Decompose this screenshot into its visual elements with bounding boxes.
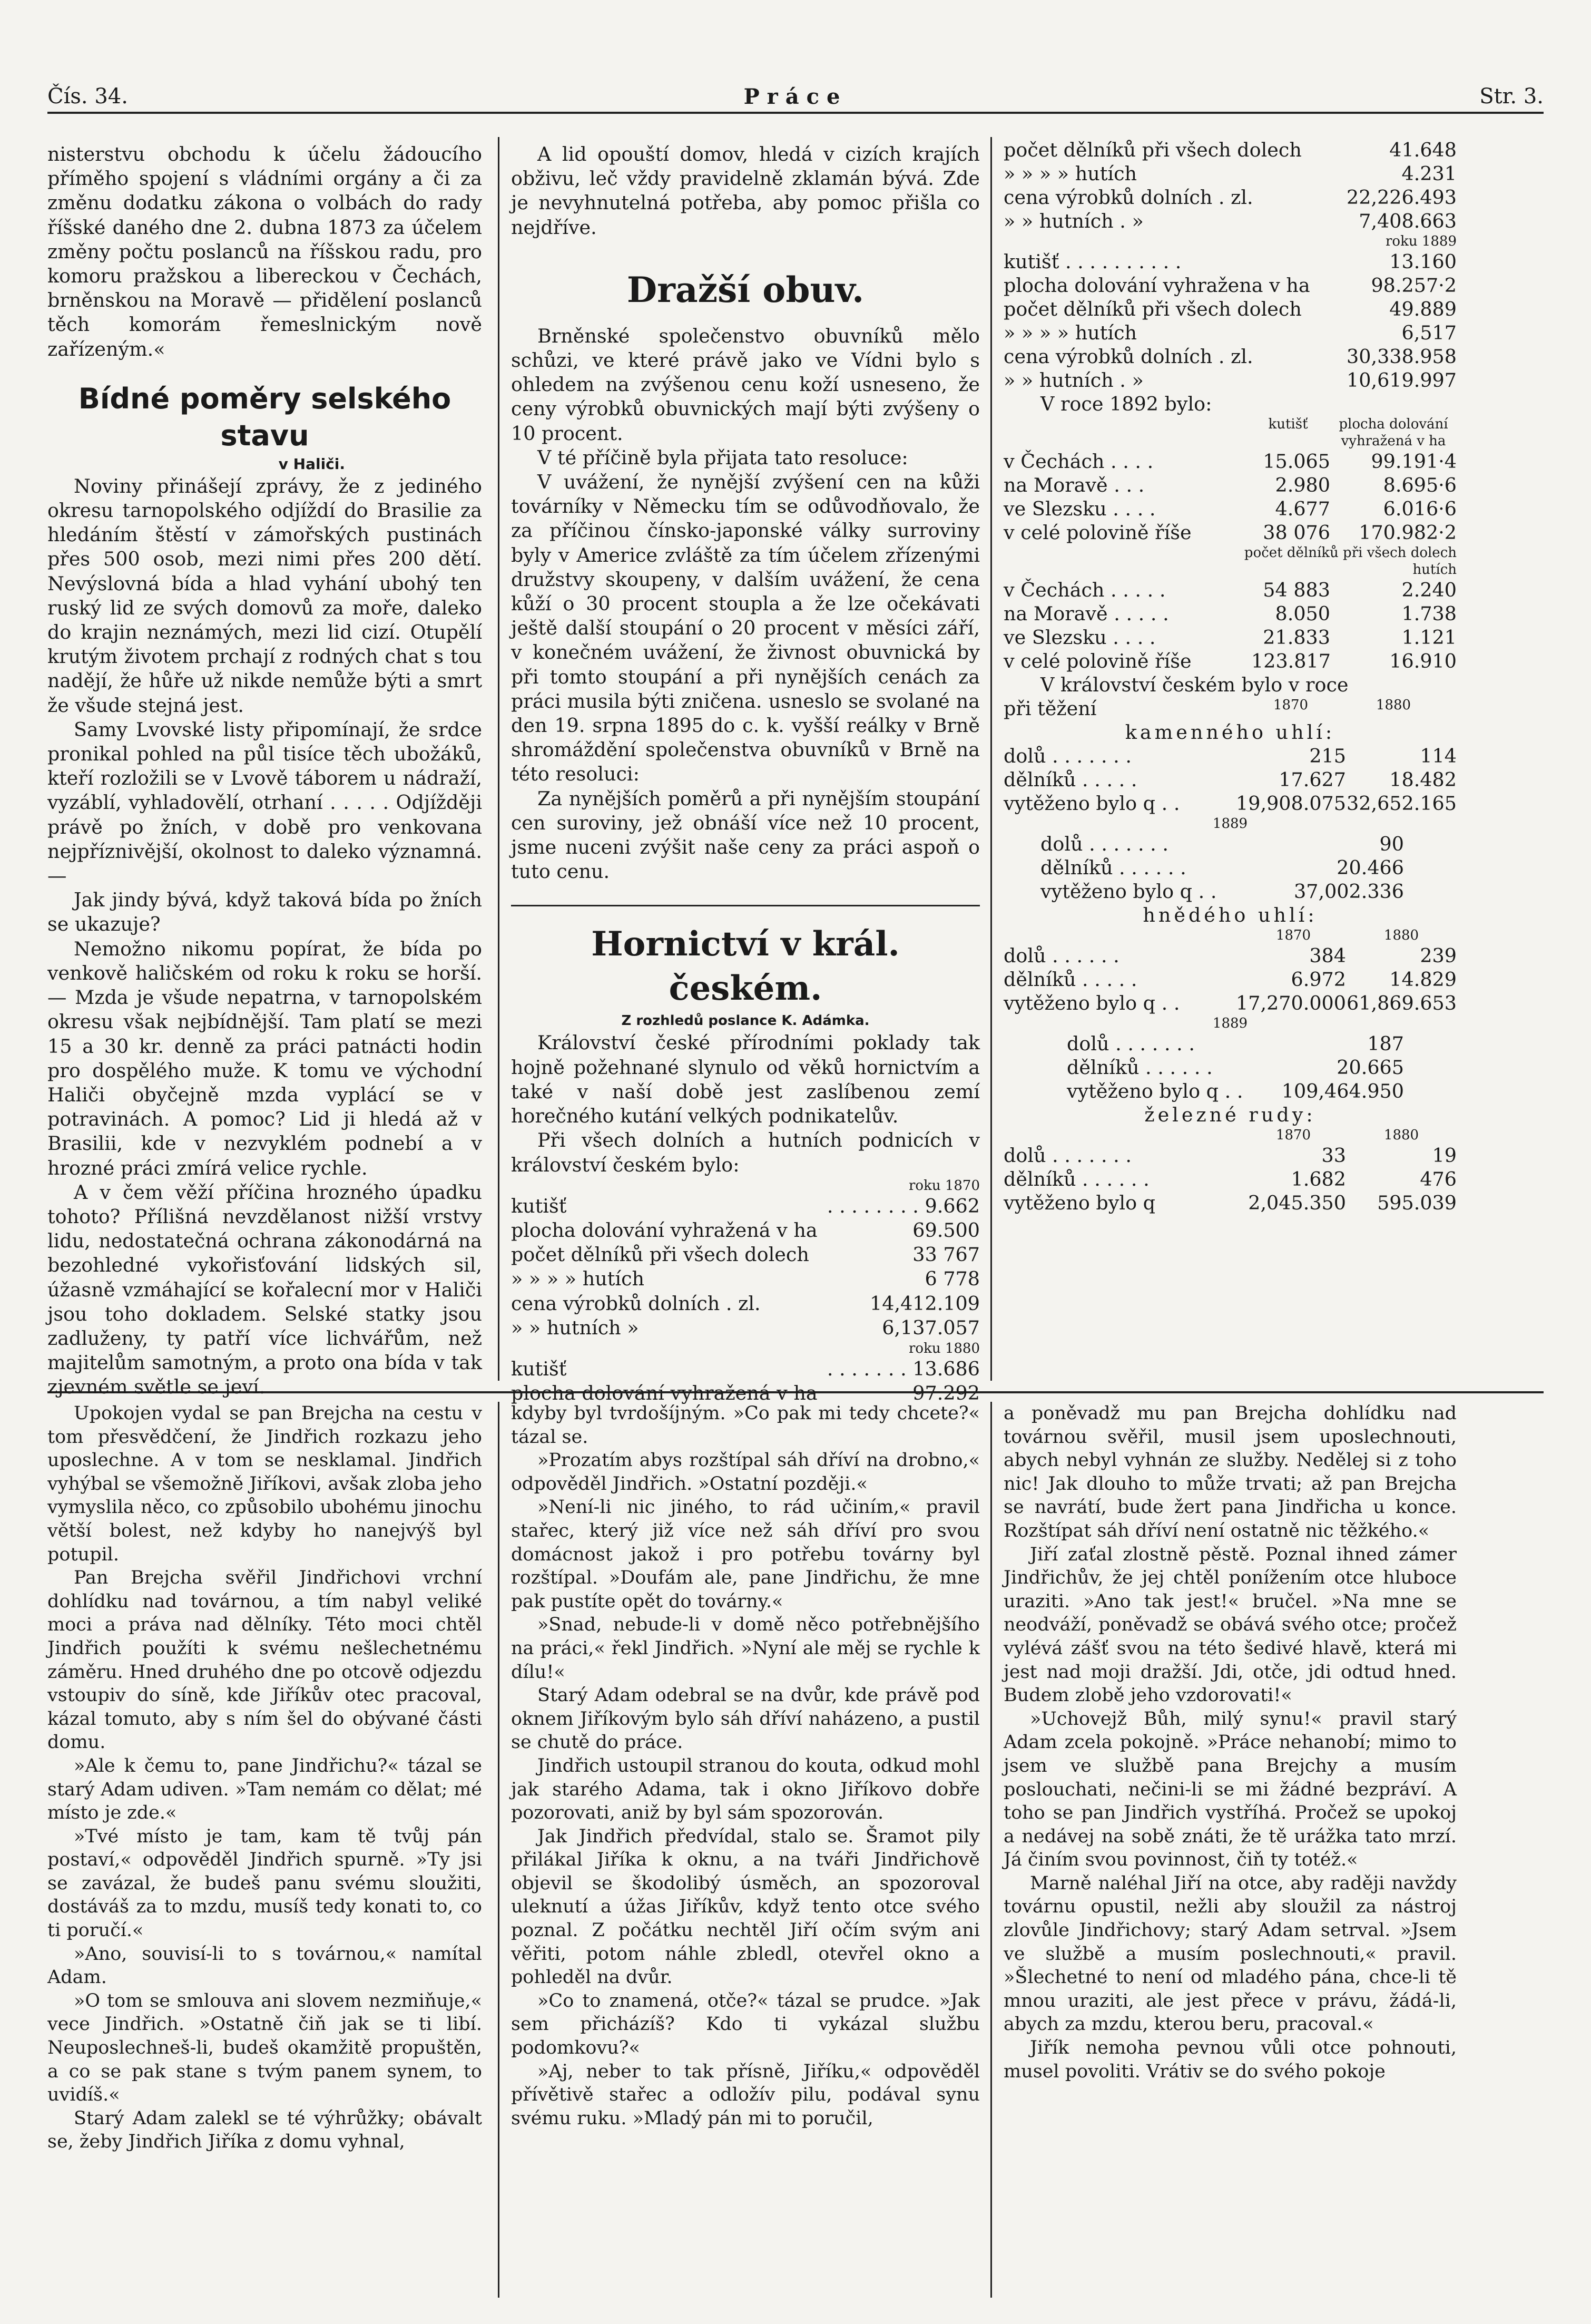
- paper-title: Práce: [743, 84, 848, 109]
- story-paragraph: »Prozatím abys rozštípal sáh dříví na drobno,« odpověděl Jindřich. »Ostatní později.«: [511, 1450, 980, 1495]
- year-label: roku 1870: [908, 1177, 980, 1194]
- years-row: při těžení 1870 1880: [1004, 697, 1411, 720]
- coal-row: dolů . . . . . . . 215 114: [1004, 745, 1457, 767]
- table-1892-colheads: kutišť plocha dolování vyhražená v ha: [1268, 416, 1448, 449]
- story-paragraph: »Tvé místo je tam, kam tě tvůj pán postaví,« odpověděl Jindřich spurně. »Ty jsi se zavázal, že budeš panu svému sloužiti, dostáváš za to mzdu, musíš tedy konati to, co ti poručí.«: [47, 1825, 482, 1941]
- column-rule-1: [498, 137, 499, 1381]
- stat-row: » » hutních . » 10,619.997: [1004, 369, 1457, 392]
- iron-row: dolů . . . . . . . 33 19: [1004, 1144, 1457, 1167]
- stat-row: » » hutních » 6,137.057: [511, 1316, 980, 1339]
- iron-heading: železné rudy:: [1144, 1104, 1316, 1126]
- lignite-heading: hnědého uhlí:: [1143, 904, 1318, 926]
- story-paragraph: a poněvadž mu pan Brejcha dohlídku nad továrnou svěřil, musil jsem uposlechnouti, abych nebyl vyhnán ze služby. Nedělej si z toho nic! Jak dlouho to může trvati; až pan Brejcha se navrátí, bude žert pana Jindřicha u konce. Rozštípat sáh dříví není ostatně nic těžkého.«: [1004, 1403, 1457, 1541]
- coal-89-row: dělníků . . . . . . 20.466: [1040, 856, 1404, 879]
- stat-row: plocha dolování vyhražena v ha 98.257·2: [1004, 274, 1457, 297]
- lignite-89-row: vytěženo bylo q . . 109,464.950: [1067, 1080, 1404, 1102]
- stats-1870: [511, 1194, 980, 1340]
- column-rule-3: [498, 1402, 499, 2298]
- table-1892b-row: v Čechách . . . . . 54 883 2.240: [1004, 579, 1457, 601]
- stat-row: kutišť . . . . . . . . 9.662: [511, 1194, 980, 1217]
- lignite-row: dělníků . . . . . 6.972 14.829: [1004, 968, 1457, 991]
- year-label: 1889: [1212, 816, 1248, 832]
- stat-row: počet dělníků při všech dolech 41.648: [1004, 139, 1457, 161]
- stat-row: cena výrobků dolních . zl. 30,338.958: [1004, 345, 1457, 368]
- issue-number: Čís. 34.: [47, 84, 128, 109]
- col2-intro: A lid opouští domov, hledá v cizích krajích obživu, leč vždy pravidelně zklamán bývá. Zde je nevyhnutelná potřeba, aby pomoc přišla co nejdříve.: [511, 143, 980, 239]
- story-paragraph: Starý Adam odebral se na dvůr, kde právě pod oknem Jiříkovým bylo sáh dříví naházeno, a pustil se chutě do práce.: [511, 1685, 980, 1753]
- article-heading-mining: Hornictví v král. českém.: [591, 924, 900, 1009]
- table-1892-row: na Moravě . . . 2.980 8.695·6: [1004, 474, 1457, 496]
- stat-row: » » » » hutích 6,517: [1004, 321, 1457, 344]
- table-1892b-row: v celé polovině říše 123.817 16.910: [1004, 650, 1457, 672]
- kingdom-line: V království českém bylo v roce: [1040, 673, 1349, 696]
- table-1892-row: ve Slezsku . . . . 4.677 6.016·6: [1004, 497, 1457, 520]
- stat-row: cena výrobků dolních . zl. 14,412.109: [511, 1292, 980, 1315]
- table-1892-row: v Čechách . . . . 15.065 99.191·4: [1004, 450, 1457, 473]
- column-1: [47, 142, 482, 1399]
- iron-row: vytěženo bylo q 2,045.350 595.039: [1004, 1192, 1457, 1214]
- story-paragraph: »Co to znamená, otče?« tázal se prudce. »Jak sem přicházíš? Kdo ti vykázal službu podomkovu?«: [511, 1990, 980, 2059]
- story-column-1: [47, 1402, 482, 2298]
- stat-row: cena výrobků dolních . zl. 22,226.493: [1004, 186, 1457, 209]
- story-paragraph: »Ale k čemu to, pane Jindřichu?« tázal se starý Adam udiven. »Tam nemám co dělat; mé místo je zde.«: [47, 1755, 482, 1824]
- page-header: [47, 79, 1544, 111]
- lignite-89-row: dolů . . . . . . . 187: [1067, 1032, 1404, 1055]
- col2-paragraph: Království české přírodními poklady tak hojně požehnané slynulo od věků hornictvím a také v naší době jest zaslíbenou zemí horečného kutání velkých podnikatelův.: [511, 1031, 980, 1128]
- coal-row: dělníků . . . . . 17.627 18.482: [1004, 768, 1457, 791]
- column-rule-2: [990, 137, 992, 1381]
- article-heading-galicia: Bídné poměry selského stavu: [78, 382, 451, 452]
- col2-paragraph: V uvážení, že nynější zvýšení cen na kůži továrníky v Německu tím se odůvodňovalo, že za příčinou čínsko-japonské války surroviny byly v Americe zvláště za tím účelem zřízenými družstvy skoupeny, v dalším uvážení, že cena kůží o 30 procent stoupla a že lze očekávati ještě další stoupání o 20 procent v měsíci září, v konečném uvážení, že živnost obuvnická by při tomto stoupání a při nynějších cenách za práci musila býti zničena. usneslo se svolané na den 19. srpna 1895 do c. k. vyšší reálky v Brně shromáždění společenstva obuvníků v Brně na této resoluci:: [511, 471, 980, 786]
- story-paragraph: Jiřík nemoha pevnou vůli otce pohnouti, musel povoliti. Vrátiv se do svého pokoje: [1004, 2037, 1457, 2082]
- stat-row: » » hutních . » 7,408.663: [1004, 210, 1457, 232]
- story-paragraph: kdyby byl tvrdošíjným. »Co pak mi tedy chcete?« tázal se.: [511, 1403, 980, 1448]
- article-subheading-mining: Z rozhledů poslance K. Adámka.: [621, 1013, 870, 1029]
- story-paragraph: Pan Brejcha svěřil Jindřichovi vrchní dohlídku nad továrnou, a tím nabyl veliké moci a práva nad dělníky. Této moci chtěl Jindřich použíti k svému nešlechetnému záměru. Hned druhého dne po otcově odjezdu vstoupiv do síně, kde Jiříkův otec pracoval, kázal tomuto, aby s ním šel do obývané části domu.: [47, 1567, 482, 1753]
- year-label: roku 1880: [908, 1340, 980, 1356]
- header-rule: [47, 112, 1544, 114]
- col2-paragraph: Brněnské společenstvo obuvníků mělo schůzi, ve které právě jako ve Vídni bylo s ohledem na zvýšenou cenu koží usneseno, že ceny výrobků obuvnických mají býti zvýšeny o 10 procent.: [511, 324, 980, 445]
- story-paragraph: »Snad, nebude-li v domě něco potřebnějšího na práci,« řekl Jindřich. »Nyní ale měj se rychle k dílu!«: [511, 1614, 980, 1683]
- col1-paragraph: Jak jindy bývá, když taková bída po žních se ukazuje?: [47, 888, 482, 936]
- story-column-3: [1004, 1402, 1457, 2298]
- stats-1880: [511, 1357, 980, 1405]
- story-paragraph: »Aj, neber to tak přísně, Jiříku,« odpověděl přívětivě stařec a odložív pilu, podával synu svému ruku. »Mladý pán mi to poručil,: [511, 2061, 980, 2129]
- story-column-2: [511, 1402, 980, 2298]
- table-1892b-row: na Moravě . . . . . 8.050 1.738: [1004, 602, 1457, 625]
- lignite-row: vytěženo bylo q . . 17,270.000 61,869.653: [1004, 992, 1457, 1014]
- article-rule: [511, 905, 980, 906]
- stat-row: kutišť . . . . . . . . . . 13.160: [1004, 250, 1457, 273]
- lignite-89-row: dělníků . . . . . . 20.665: [1067, 1056, 1404, 1079]
- years-row: 1870 1880: [1275, 1127, 1419, 1143]
- col1-paragraph: Nemožno nikomu popírat, že bída po venkově haličském od roku k roku se horší. — Mzda je všude nepatrna, v tarnopolském okresu však nejbídnější. Tam platí se mezi 15 a 30 kr. denně za práci patnácti hodin pro dospělého muže. K tomu ve východní Haliči obyčejně mzda vyplácí se v potravinách. A pomoc? Lid ji hledá až v Brasilii, kde v nezvyklém podnebí a v hrozné práci zmírá velice rychle.: [47, 937, 482, 1179]
- table-1892-row: v celé polovině říše 38 076 170.982·2: [1004, 521, 1457, 544]
- stat-row: počet dělníků při všech dolech 49.889: [1004, 298, 1457, 320]
- stat-row: kutišť . . . . . . . 13.686: [511, 1357, 980, 1380]
- col2-paragraph: Při všech dolních a hutních podnicích v království českém bylo:: [511, 1129, 980, 1176]
- stat-row: plocha dolování vyhražená v ha 69.500: [511, 1218, 980, 1242]
- page-number: Str. 3.: [1479, 84, 1544, 109]
- story-paragraph: »O tom se smlouva ani slovem nezmiňuje,« vece Jindřich. »Ostatně čiň jak se ti libí. Neuposlechneš-li, budeš okamžitě propuštěn, a co se pak stane s tvým panem synem, to uvidíš.«: [47, 1990, 482, 2106]
- col1-paragraph: A v čem věží příčina hrozného úpadku tohoto? Přílišná nevzdělanost nižší vrstvy lidu, nedostatečná ochrana zákonodárná na bezohledné vykořisťování lidských sil, úžasně vzmáhající se kořalecní mor v Haliči jsou toho dokladem. Selské statky jsou zadluženy, ty patří více lichvářům, než majitelům samotným, a proto ona bída v tak zjevném světle se jeví.: [47, 1180, 482, 1399]
- story-paragraph: »Ano, souvisí-li to s továrnou,« namítal Adam.: [47, 1943, 482, 1988]
- story-paragraph: »Uchovejž Bůh, milý synu!« pravil starý Adam zcela pokojně. »Práce nehanobí; mimo to jsem ve službě pana Brejchy a musím poslouchati, nečini-li se mi žádné bezpráví. A toho se pan Jindřich vystříhá. Pročež se upokoj a nedávej na sobě znáti, že tě urážka tato mrzí. Já činím svou povinnost, čiň ty totéž.«: [1004, 1708, 1457, 1871]
- coal-row: vytěženo bylo q . . 19,908.075 32,652.165: [1004, 792, 1457, 815]
- stat-row: » » » » hutích 6 778: [511, 1267, 980, 1291]
- story-paragraph: Starý Adam zalekl se té výhrůžky; obávalt se, žeby Jindřich Jiříka z domu vyhnal,: [47, 2107, 482, 2153]
- col2-paragraph: Za nynějších poměrů a při nynějším stoupání cen suroviny, jež obnáší více než 10 procent, jsme nuceni zvýšit naše ceny za práci aspoň o tuto cenu.: [511, 787, 980, 883]
- column-rule-4: [990, 1402, 992, 2298]
- story-paragraph: Upokojen vydal se pan Brejcha na cestu v tom přesvědčení, že Jindřich rozkazu jeho uposlechne. A v tom se nesklamal. Jindřich vyhýbal se všemožně Jiříkovi, avšak zloba jeho vymyslila něco, co způsobilo ubohému jinochu větší bolest, než kdyby ho nanejvýš byl potupil.: [47, 1403, 482, 1565]
- year-label: roku 1889: [1385, 233, 1457, 249]
- col1-intro: nisterstvu obchodu k účelu žádoucího příměho spojení s vládními orgány a či za změnu dodatku zákona o volbách do rady říšské daného dne 2. dubna 1873 za účelem změny počtu poslanců na říšskou radu, pro komoru pražskou a libereckou v Čechách, brněnskou na Moravě — přidělení poslanců těch komorám řemeslnickým nově zařízeným.«: [47, 143, 482, 360]
- year-label: 1889: [1212, 1015, 1248, 1031]
- column-2: [511, 142, 980, 1405]
- column-3: [1004, 138, 1457, 1387]
- stat-row: » » » » hutích 4.231: [1004, 162, 1457, 185]
- col1-paragraph: Noviny přinášejí zprávy, že z jediného okresu tarnopolského odjíždí do Brasilie za hledáním štěstí v zámořských pustinách přes 500 osob, mezi nimi přes 200 dětí. Nevýslovná bída a hlad vyhání ubohý ten ruský lid ze svých domovů za moře, daleko do krajin neznámých, mezi lid cizí. Otupělí krutým životem prchají z rodných chat s tou nadějí, že hůře už nikde nemůže býti a smrt že všude stejná jest.: [47, 474, 482, 717]
- table-1892b-row: ve Slezsku . . . . 21.833 1.121: [1004, 626, 1457, 649]
- col2-paragraph: V té příčině byla přijata tato resoluce:: [537, 446, 908, 469]
- coal-89-row: dolů . . . . . . . 90: [1040, 833, 1404, 855]
- story-paragraph: »Není-li nic jiného, to rád učiním,« pravil stařec, který již více než sáh dříví pro svou domácnost jakož i pro potřebu továrny byl rozštípal. »Doufám ale, pane Jindřichu, že mne pak pustíte opět do továrny.«: [511, 1497, 980, 1612]
- lignite-row: dolů . . . . . . 384 239: [1004, 944, 1457, 967]
- years-row: 1870 1880: [1275, 927, 1419, 943]
- table-1892-header: V roce 1892 bylo:: [1040, 393, 1212, 415]
- stat-row: plocha dolování vyhražená v ha 97.292: [511, 1382, 980, 1405]
- story-paragraph: Jindřich ustoupil stranou do kouta, odkud mohl jak starého Adama, tak i okno Jiříkovo dobře pozorovati, aniž by byl sám spozorován.: [511, 1755, 980, 1824]
- article-heading-shoes: Dražší obuv.: [626, 269, 865, 310]
- coal-heading: kamenného uhlí:: [1125, 721, 1335, 744]
- table-1892b-colheads: počet dělníků při všech dolech hutích: [1244, 545, 1457, 578]
- article-subheading-galicia: v Haliči.: [278, 455, 345, 473]
- story-paragraph: Marně naléhal Jiří na otce, aby raději navždy továrnu opustil, nežli aby sloužil za nástroj zlovůle Jindřichovy; starý Adam setrval. »Jsem ve službě a musím poslechnouti,« pravil. »Šlechetné to není od mladého pána, chce-li tě mnou uraziti, ale jest přece v právu, žádá-li, abych za mzdu, kterou beru, pracoval.«: [1004, 1872, 1457, 2035]
- stat-row: počet dělníků při všech dolech 33 767: [511, 1243, 980, 1266]
- story-paragraph: Jiří zaťal zlostně pěstě. Poznal ihned zámer Jindřichův, že jej chtěl ponížením otce hluboce uraziti. »Ano tak jest!« bručel. »Na mne se neodváží, poněvadž se obává svého otce; pročež vylévá zášť svou na této šedivé hlavě, která mi jest nad moji dražší. Jdi, otče, jdi odtud hned. Budem zlobě jeho vzdorovati!«: [1004, 1544, 1457, 1706]
- coal-89-row: vytěženo bylo q . . 37,002.336: [1040, 880, 1404, 903]
- story-paragraph: Jak Jindřich předvídal, stalo se. Šramot pily přilákal Jiříka k oknu, a na tváři Jindřichově objevil se škodolibý úsměch, an spozoroval uleknutí a úžas Jiříkův, když tento otce svého poznal. Z počátku nechtěl Jiří očím svým ani věřiti, potom náhle zbledl, otevřel okno a pohleděl na dvůr.: [511, 1825, 980, 1988]
- iron-row: dělníků . . . . . . 1.682 476: [1004, 1168, 1457, 1190]
- col1-paragraph: Samy Lvovské listy připomínají, že srdce pronikal pohled na půl tisíce těch ubožáků, kteří rozložili se v Lvově táborem u nádraží, vyzáblí, vyhladovělí, otrhaní . . . . . Odjížději právě po žních, v době pro venkovana nejpříznivější, okolnost to daleko významná. —: [47, 718, 482, 887]
